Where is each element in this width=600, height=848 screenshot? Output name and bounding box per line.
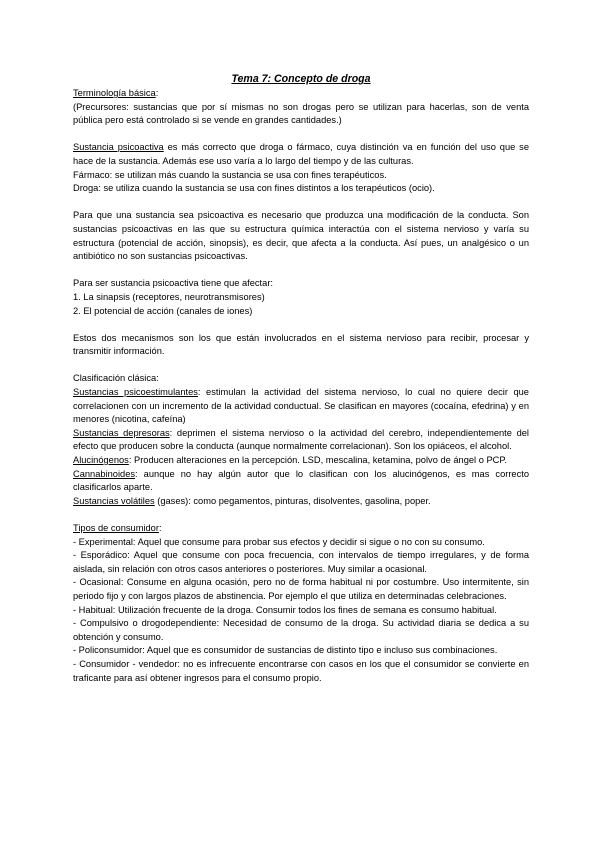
farmaco-definition: Fármaco: se utilizan más cuando la sustancia se usa con fines terapéuticos. — [73, 169, 387, 180]
consumidor-item: - Esporádico: Aquel que consume con poca frecuencia, con intervalos de tiempo irregulares, y de forma aislada, sin relación con otros casos anteriores o posteriores. Muy similar a ocasional. — [73, 550, 529, 574]
clasificacion-text: : aunque no hay algún autor que lo clasifican con los alucinógenos, es mas correcto clasificarlos aparte. — [73, 468, 529, 493]
consumidor-item: - Habitual: Utilización frecuente de la droga. Consumir todos los fines de semana es consumo habitual. — [73, 604, 497, 615]
clasificacion-text: : deprimen el sistema nervioso o la actividad del cerebro, independientemente del efecto que producen sobre la conducta (aunque normalmente correlacionan). Son los opiáceos, el alcohol. — [73, 427, 529, 452]
sustancia-psicoactiva-definition — [73, 141, 529, 168]
afectar-list — [73, 291, 529, 318]
page-title: Tema 7: Concepto de droga — [231, 73, 371, 85]
clasificacion-text: : estimulan la actividad del sistema nervioso, lo cual no quiere decir que correlacionen con un incremento de la actividad conductual. Se clasifican en mayores (cocaína, efedrina) y en menores (nicotina, cafeína) — [73, 387, 529, 425]
terminologia-heading — [73, 87, 529, 101]
consumidores-heading-suffix: : — [158, 523, 162, 533]
consumidor-item: - Consumidor - vendedor: no es infrecuente encontrarse con casos en los que el consumidor se convierte en traficante para así obtener ingresos para el consumo propio. — [73, 658, 529, 683]
sustancia-psicoactiva-term: Sustancia psicoactiva — [73, 142, 164, 153]
clasificacion-term: Sustancias depresoras — [73, 427, 170, 438]
consumidor-item: - Ocasional: Consume en alguna ocasión, pero no de forma habitual ni por costumbre. Uso intermitente, sin periodo fijo y con largos plazos de abstinencia. Por ejemplo el que utiliza en determinadas celebraciones. — [73, 577, 529, 601]
consumidor-item: - Experimental: Aquel que consume para probar sus efectos y decidir si sigue o no con su consumo. — [73, 536, 485, 547]
list-item: 2. El potencial de acción (canales de iones) — [73, 305, 253, 316]
document-page — [73, 72, 529, 685]
terminologia-heading-text: Terminología básica — [73, 88, 156, 98]
consumidores-heading — [73, 522, 529, 536]
clasificacion-term: Sustancias psicoestimulantes — [73, 387, 198, 398]
consumidor-item: - Policonsumidor: Aquel que es consumidor de sustancias de distinto tipo e incluso sus combinaciones. — [73, 645, 498, 656]
sustancia-psicoactiva-text: es más correcto que droga o fármaco, cuya distinción va en función del uso que se hace de la sustancia. Además ese uso varía a lo largo del tiempo y de las culturas. — [73, 142, 530, 166]
psicoactiva-paragraph: Para que una sustancia sea psicoactiva es necesario que produzca una modificación de la conducta. Son sustancias psicoactivas en las que su estructura química interactúa con el sistema nervioso y varía su estructura (potencial de acción, sinopsis), es decir, que afecta a la conducta. Así pues, un analgésico o un antibiótico no son sustancias psicoactivas. — [73, 210, 529, 262]
clasificacion-item — [73, 495, 529, 509]
afectar-intro: Para ser sustancia psicoactiva tiene que afectar: — [73, 278, 273, 289]
clasificacion-term: Sustancias volátiles — [73, 495, 155, 506]
clasificacion-heading: Clasificación clásica: — [73, 373, 159, 384]
clasificacion-item — [73, 427, 529, 454]
consumidores-heading-text: Tipos de consumidor — [73, 523, 159, 533]
terminologia-heading-suffix: : — [155, 88, 159, 98]
clasificacion-term: Cannabinoides — [73, 468, 136, 479]
clasificacion-text: (gases): como pegamentos, pinturas, disolventes, gasolina, poper. — [154, 495, 431, 506]
clasificacion-item — [73, 386, 529, 427]
clasificacion-text: : Producen alteraciones en la percepción. LSD, mescalina, ketamina, polvo de ángel o PCP. — [128, 455, 507, 466]
precursores-paragraph: (Precursores: sustancias que por sí mismas no son drogas pero se utilizan para hacerlas, son de venta pública pero está controlado si se vende en grandes cantidades.) — [73, 101, 529, 126]
consumidor-item: - Compulsivo o drogodependiente: Necesidad de consumo de la droga. Su actividad diaria se dedica a su obtención y consumo. — [73, 618, 529, 642]
clasificacion-item — [73, 468, 529, 495]
mecanismos-paragraph: Estos dos mecanismos son los que están involucrados en el sistema nervioso para recibir, procesar y transmitir información. — [73, 332, 529, 357]
clasificacion-item — [73, 454, 529, 468]
clasificacion-term: Alucinógenos — [73, 455, 129, 466]
list-item: 1. La sinapsis (receptores, neurotransmisores) — [73, 291, 265, 302]
droga-definition: Droga: se utiliza cuando la sustancia se usa con fines distintos a los terapéuticos (ocio). — [73, 183, 435, 194]
